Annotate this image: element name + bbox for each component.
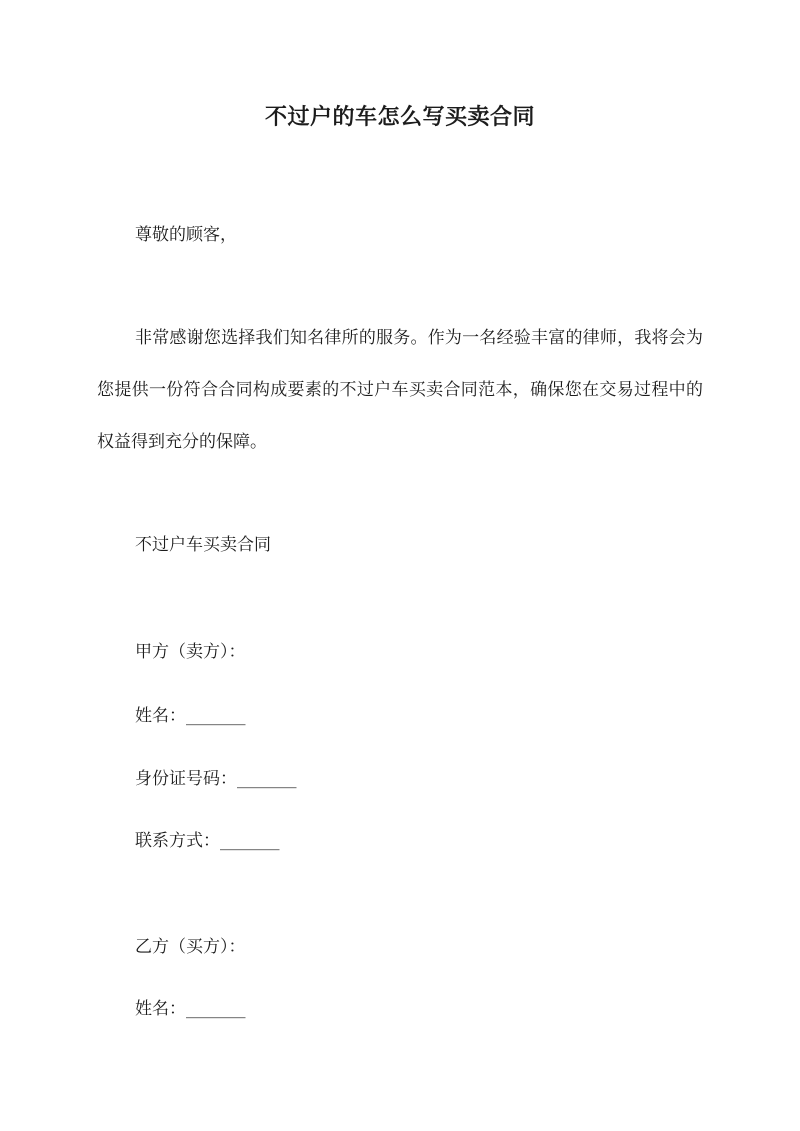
party-a-id-field: 身份证号码：_______ <box>135 769 297 789</box>
greeting: 尊敬的顾客， <box>135 225 237 245</box>
intro-paragraph: 非常感谢您选择我们知名律所的服务。作为一名经验丰富的律师，我将会为您提供一份符合合同构成要素的不过户车买卖合同范本，确保您在交易过程中的权益得到充分的保障。 <box>97 328 703 452</box>
party-b-heading: 乙方（买方）： <box>135 937 246 957</box>
party-a-heading: 甲方（卖方）： <box>135 642 246 662</box>
party-a-name-field: 姓名：_______ <box>135 706 246 726</box>
party-a-contact-field: 联系方式：_______ <box>135 831 280 851</box>
contract-heading: 不过户车买卖合同 <box>135 535 271 555</box>
document-title: 不过户的车怎么写买卖合同 <box>264 104 535 130</box>
party-b-name-field: 姓名：_______ <box>135 999 246 1019</box>
